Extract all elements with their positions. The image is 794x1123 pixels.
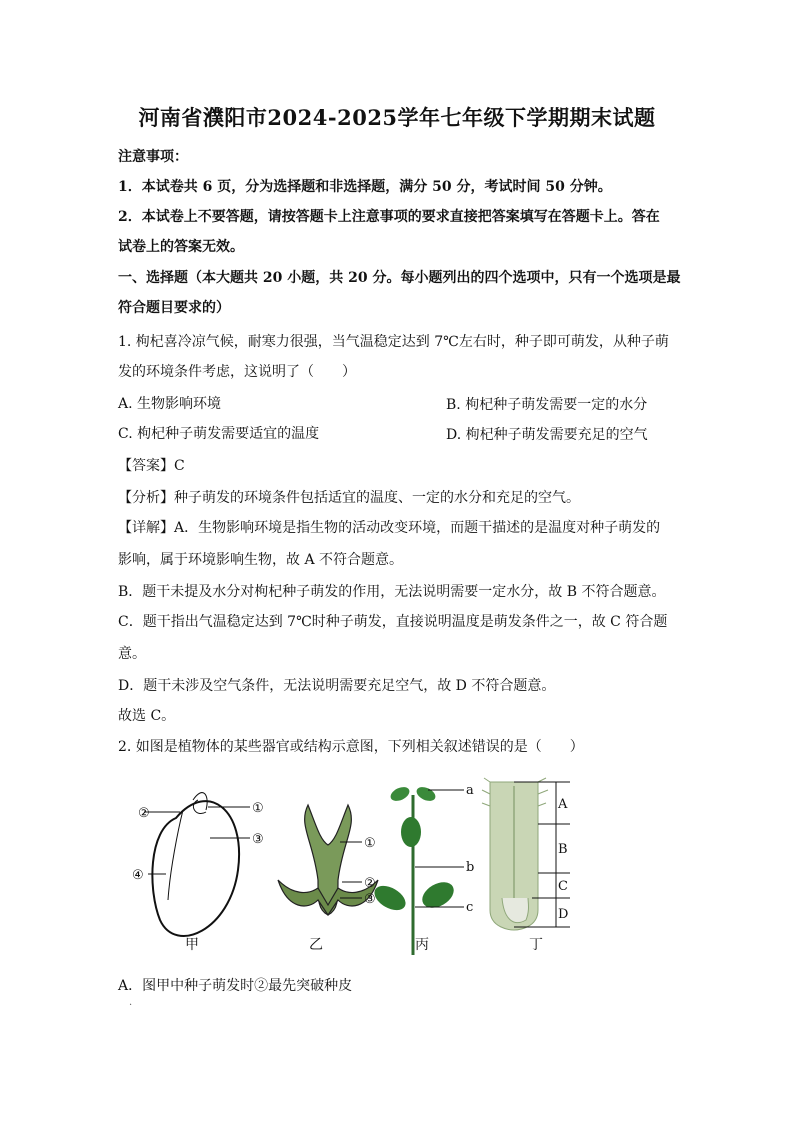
seed-mark-2: ② bbox=[138, 806, 150, 821]
bud-mark-1: ① bbox=[364, 836, 376, 851]
q1-detail-line2: 影响，属于环境影响生物，故 A 不符合题意。 bbox=[118, 552, 404, 568]
seed-diagram-jia bbox=[144, 793, 250, 936]
notice-item-1: 1．本试卷共 6 页，分为选择题和非选择题，满分 50 分，考试时间 50 分钟。 bbox=[118, 179, 612, 195]
seed-mark-4: ④ bbox=[132, 868, 144, 883]
shoot-mark-a: a bbox=[466, 783, 474, 798]
page-dot: · bbox=[129, 1000, 133, 1011]
q1-stem-line2: 发的环境条件考虑，这说明了（ ） bbox=[118, 364, 356, 380]
section-heading-line1: 一、选择题（本大题共 20 小题，共 20 分。每小题列出的四个选项中，只有一个选项是最 bbox=[118, 270, 681, 286]
q1-option-a: A. 生物影响环境 bbox=[118, 396, 222, 412]
root-zone-d: D bbox=[558, 907, 569, 922]
shoot-diagram-bing bbox=[370, 784, 464, 955]
q1-stem-line1: 1. 枸杞喜冷凉气候，耐寒力很强，当气温稳定达到 7℃左右时，种子即可萌发，从种子萌 bbox=[118, 334, 669, 350]
root-zone-a: A bbox=[558, 797, 568, 812]
q1-detail-b: B．题干未提及水分对枸杞种子萌发的作用，无法说明需要一定水分，故 B 不符合题意。 bbox=[118, 584, 666, 600]
notice-heading: 注意事项： bbox=[118, 149, 188, 165]
q1-conclusion: 故选 C。 bbox=[118, 708, 176, 724]
q1-detail-d: D．题干未涉及空气条件，无法说明需要充足空气，故 D 不符合题意。 bbox=[118, 678, 556, 694]
seed-mark-3: ③ bbox=[252, 832, 264, 847]
exam-title: 河南省濮阳市2024-2025学年七年级下学期期末试题 bbox=[138, 105, 656, 130]
root-zone-b: B bbox=[558, 842, 568, 857]
q1-detail-c-line2: 意。 bbox=[118, 646, 146, 662]
root-tip-diagram-ding bbox=[482, 778, 570, 930]
bud-mark-2: ② bbox=[364, 876, 376, 891]
figure-label-jia: 甲 bbox=[185, 937, 199, 953]
q2-stem: 2. 如图是植物体的某些器官或结构示意图，下列相关叙述错误的是（ ） bbox=[118, 739, 584, 755]
q1-option-d: D. 枸杞种子萌发需要充足的空气 bbox=[446, 427, 648, 443]
notice-item-2-line1: 2．本试卷上不要答题，请按答题卡上注意事项的要求直接把答案填写在答题卡上。答在 bbox=[118, 209, 660, 225]
shoot-mark-b: b bbox=[466, 860, 475, 875]
notice-item-2-line2: 试卷上的答案无效。 bbox=[118, 239, 244, 255]
bud-mark-3: ③ bbox=[364, 892, 376, 907]
q1-detail-c-line1: C．题干指出气温稳定达到 7℃时种子萌发，直接说明温度是萌发条件之一，故 C 符合题 bbox=[118, 614, 668, 630]
q2-figure bbox=[118, 770, 588, 970]
figure-label-yi: 乙 bbox=[309, 937, 323, 953]
section-heading-line2: 符合题目要求的） bbox=[118, 300, 230, 316]
q2-option-a: A．图甲中种子萌发时②最先突破种皮 bbox=[118, 978, 353, 994]
root-zone-c: C bbox=[558, 879, 568, 894]
bud-diagram-yi bbox=[278, 805, 378, 915]
q1-answer: 【答案】C bbox=[118, 458, 185, 474]
q1-option-b: B. 枸杞种子萌发需要一定的水分 bbox=[446, 397, 648, 413]
figure-label-bing: 丙 bbox=[415, 937, 429, 953]
seed-mark-1: ① bbox=[252, 801, 264, 816]
q1-detail-line1: 【详解】A．生物影响环境是指生物的活动改变环境，而题干描述的是温度对种子萌发的 bbox=[118, 520, 661, 536]
q1-option-c: C. 枸杞种子萌发需要适宜的温度 bbox=[118, 426, 320, 442]
shoot-mark-c: c bbox=[466, 900, 474, 915]
figure-label-ding: 丁 bbox=[529, 937, 543, 953]
q1-analysis: 【分析】种子萌发的环境条件包括适宜的温度、一定的水分和充足的空气。 bbox=[118, 490, 580, 506]
